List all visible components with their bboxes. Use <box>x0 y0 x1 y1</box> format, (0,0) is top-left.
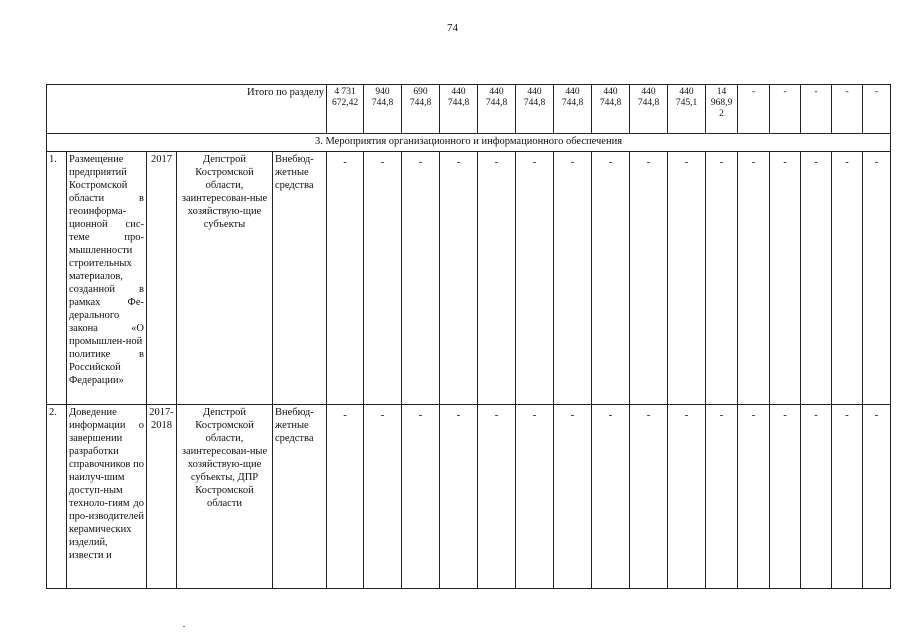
total-cell: - <box>801 85 832 134</box>
table-row <box>47 405 891 589</box>
value-cell: - <box>554 152 592 405</box>
value-cell: - <box>440 152 478 405</box>
value-cell: - <box>832 405 863 589</box>
value-cell: - <box>738 152 770 405</box>
funding-source: Внебюд-жетные средства <box>273 152 327 405</box>
value-cell: - <box>863 152 891 405</box>
total-cell: - <box>863 85 891 134</box>
funding-source: Внебюд-жетные средства <box>273 405 327 589</box>
measure-executor: Депстрой Костромской области, заинтересован-ные хозяйствую-щие субъекты <box>177 152 273 405</box>
table-row <box>47 152 891 405</box>
value-cell: - <box>478 152 516 405</box>
value-cell: - <box>478 405 516 589</box>
total-cell: 14 968,9 2 <box>706 85 738 134</box>
value-cell: - <box>770 152 801 405</box>
value-cell: - <box>364 405 402 589</box>
value-cell: - <box>554 405 592 589</box>
value-cell: - <box>327 405 364 589</box>
measure-year: 2017- 2018 <box>147 405 177 589</box>
value-cell: - <box>516 405 554 589</box>
value-cell: - <box>630 152 668 405</box>
total-cell: 440 744,8 <box>630 85 668 134</box>
measure-executor: Депстрой Костромской области, заинтересован-ные хозяйствую-щие субъекты, ДПР Костромской области <box>177 405 273 589</box>
row-number: 2. <box>47 405 67 589</box>
total-cell: 440 745,1 <box>668 85 706 134</box>
total-cell: 440 744,8 <box>516 85 554 134</box>
total-cell: 440 744,8 <box>554 85 592 134</box>
page-number: 74 <box>447 22 458 34</box>
value-cell: - <box>801 405 832 589</box>
totals-row <box>47 85 891 134</box>
scan-speck <box>183 626 185 627</box>
value-cell: - <box>706 152 738 405</box>
value-cell: - <box>668 152 706 405</box>
value-cell: - <box>402 405 440 589</box>
value-cell: - <box>832 152 863 405</box>
value-cell: - <box>440 405 478 589</box>
total-cell: 690 744,8 <box>402 85 440 134</box>
total-cell: - <box>770 85 801 134</box>
value-cell: - <box>770 405 801 589</box>
program-table <box>46 84 891 589</box>
total-cell: - <box>738 85 770 134</box>
total-cell: - <box>832 85 863 134</box>
value-cell: - <box>863 405 891 589</box>
total-cell: 4 731 672,42 <box>327 85 364 134</box>
value-cell: - <box>402 152 440 405</box>
value-cell: - <box>327 152 364 405</box>
section-header-row <box>47 134 891 152</box>
value-cell: - <box>516 152 554 405</box>
value-cell: - <box>668 405 706 589</box>
value-cell: - <box>592 405 630 589</box>
total-cell: 440 744,8 <box>440 85 478 134</box>
measure-year: 2017 <box>147 152 177 405</box>
row-number: 1. <box>47 152 67 405</box>
value-cell: - <box>738 405 770 589</box>
total-cell: 440 744,8 <box>478 85 516 134</box>
value-cell: - <box>630 405 668 589</box>
measure-name: Доведение информации о завершении разработки справочников по наилуч-шим доступ-ным техноло-гиям до про-изводителей керамических изделий, извести и <box>67 405 147 589</box>
total-cell: 940 744,8 <box>364 85 402 134</box>
total-cell: 440 744,8 <box>592 85 630 134</box>
value-cell: - <box>801 152 832 405</box>
totals-label: Итого по разделу <box>47 85 327 134</box>
section-title: 3. Мероприятия организационного и информационного обеспечения <box>47 134 891 152</box>
measure-name: Размещение предприятий Костромской области в геоинформа-ционной сис-теме про-мышленности строительных материалов, созданной в рамках Фе-дерального закона «О промышлен-ной политике в Российской Федерации» <box>67 152 147 405</box>
value-cell: - <box>706 405 738 589</box>
value-cell: - <box>592 152 630 405</box>
value-cell: - <box>364 152 402 405</box>
